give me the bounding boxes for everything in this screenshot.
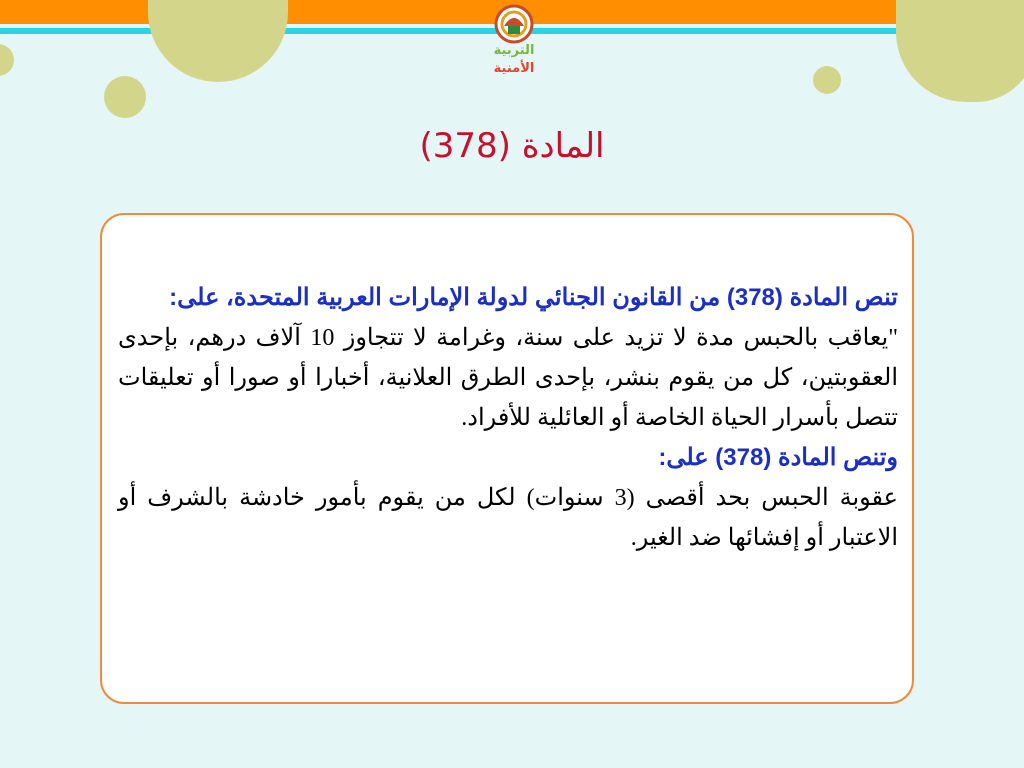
- decor-circle-left-edge: [0, 44, 14, 76]
- decor-circle-small-right: [813, 66, 841, 94]
- intro-heading: تنص المادة (378) من القانون الجنائي لدولة الإمارات العربية المتحدة، على:: [169, 284, 898, 311]
- slide-title: المادة (378): [419, 126, 605, 166]
- svg-text:التربية: التربية: [493, 43, 535, 58]
- penalty-paragraph: عقوبة الحبس بحد أقصى (3 سنوات) لكل من يقوم بأمور خادشة بالشرف أو الاعتبار أو إفشائها ضد الغير.: [118, 485, 898, 551]
- emblem-logo-icon: [488, 2, 540, 82]
- second-heading: وتنص المادة (378) على:: [658, 444, 898, 471]
- decor-circle-large-right: [896, 0, 1024, 102]
- decor-circle-large-left: [148, 0, 288, 82]
- quote-paragraph: "يعاقب بالحبس مدة لا تزيد على سنة، وغرامة لا تتجاوز 10 آلاف درهم، بإحدى العقوبتين، كل من يقوم بنشر، بإحدى الطرق العلانية، أخبارا أو صورا أو تعليقات تتصل بأسرار الحياة الخاصة أو العائلية للأفراد.: [118, 325, 898, 431]
- decor-circle-small-left: [104, 76, 146, 118]
- article-text: [118, 278, 898, 558]
- svg-text:الأمنية: الأمنية: [493, 61, 535, 76]
